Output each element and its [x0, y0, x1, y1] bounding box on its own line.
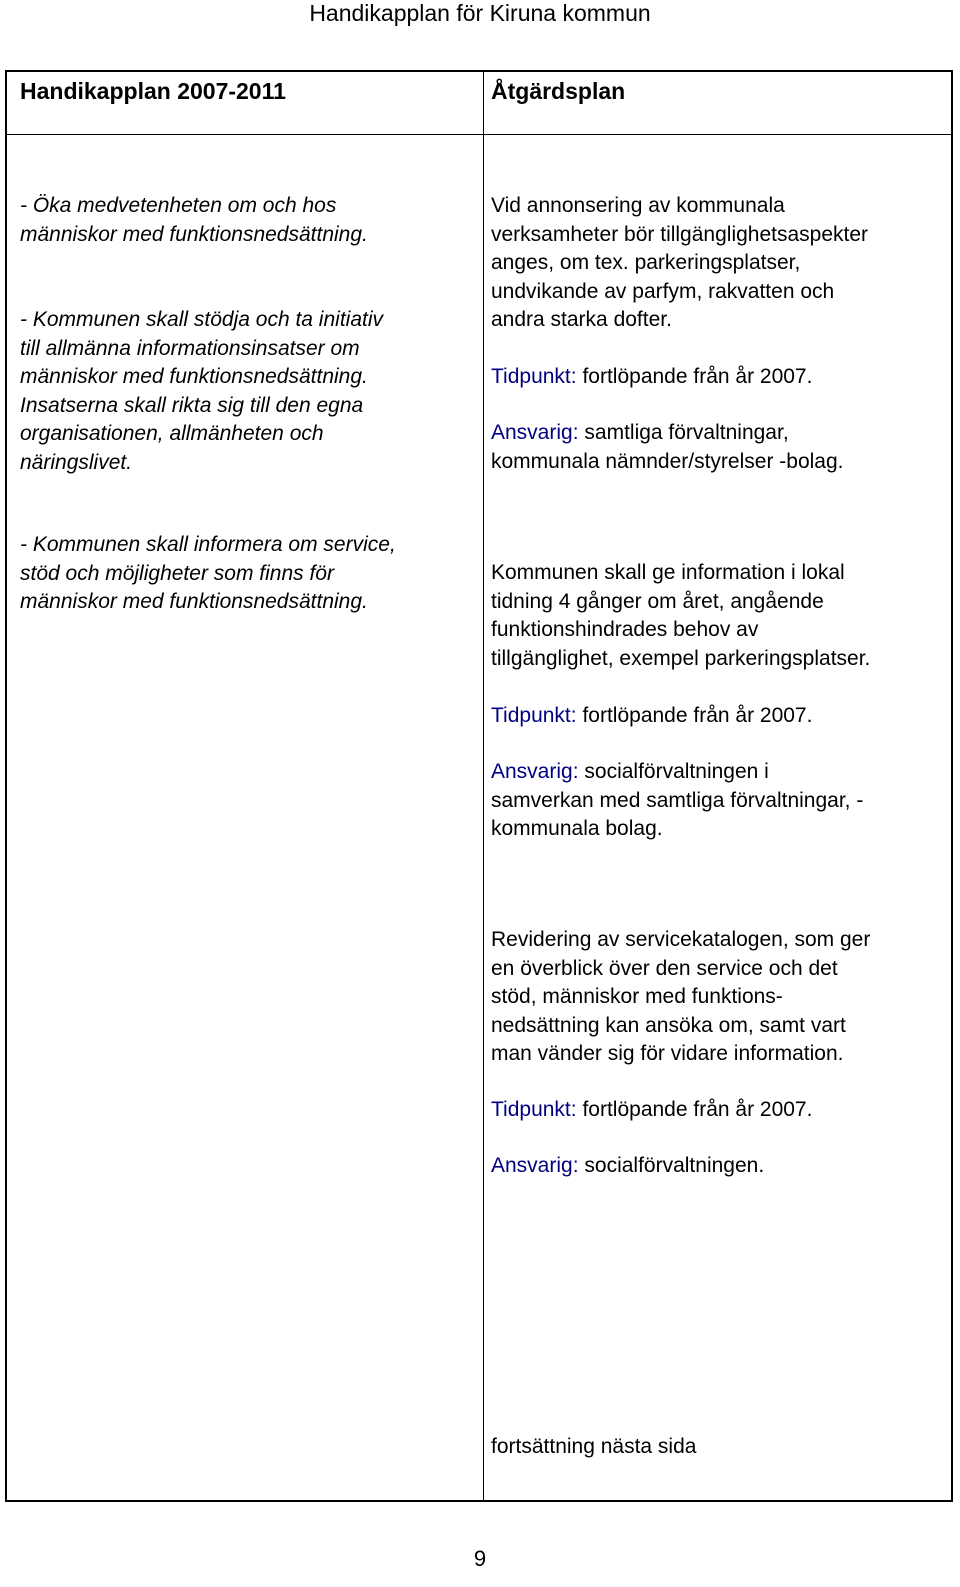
tidpunkt-value: fortlöpande från år 2007.	[582, 1098, 813, 1121]
column-divider	[483, 72, 484, 1500]
ansvarig-label: Ansvarig:	[491, 1154, 579, 1177]
tidpunkt-line	[491, 1096, 812, 1125]
plan-table	[5, 70, 953, 1502]
action-text: Vid annonsering av kommunala verksamheter bör tillgänglighetsaspekter anges, om tex. parkeringsplatser, undvikande av parfym, rakvatten och andra starka dofter.	[491, 194, 869, 331]
tidpunkt-value: fortlöpande från år 2007.	[582, 365, 813, 388]
page-number: 9	[473, 1546, 487, 1571]
tidpunkt-label: Tidpunkt:	[491, 704, 577, 727]
ansvarig-block: Ansvarig: samtliga förvaltningar, kommunala nämnder/styrelser -bolag.	[491, 421, 844, 473]
header-row-divider	[7, 134, 951, 135]
ansvarig-label: Ansvarig:	[491, 421, 579, 444]
action-text: Revidering av servicekatalogen, som ger en överblick över den service och det stöd, människor med funktions- nedsättning kan ansöka om, samt vart man vänder sig för vidare information.	[491, 928, 871, 1065]
ansvarig-block: Ansvarig: socialförvaltningen i samverkan med samtliga förvaltningar, - kommunala bolag.	[491, 760, 864, 840]
goal-text: - Kommunen skall stödja och ta initiativ till allmänna informationsinsatser om människor med funktionsnedsättning. Insatserna skall rikta sig till den egna organisationen, allmänheten och näringslivet.	[20, 308, 383, 474]
tidpunkt-line	[491, 702, 812, 731]
header-goals: Handikapplan 2007-2011	[20, 78, 286, 104]
tidpunkt-value: fortlöpande från år 2007.	[582, 704, 813, 727]
running-header: Handikapplan för Kiruna kommun	[309, 0, 651, 26]
goal-text: - Kommunen skall informera om service, stöd och möjligheter som finns för människor med funktionsnedsättning.	[20, 533, 396, 613]
tidpunkt-label: Tidpunkt:	[491, 1098, 577, 1121]
tidpunkt-line	[491, 363, 812, 392]
goal-text: - Öka medvetenheten om och hos människor med funktionsnedsättning.	[20, 194, 368, 246]
ansvarig-block: Ansvarig: socialförvaltningen.	[491, 1154, 765, 1177]
ansvarig-label: Ansvarig:	[491, 760, 579, 783]
action-text: Kommunen skall ge information i lokal tidning 4 gånger om året, angående funktionshindrades behov av tillgänglighet, exempel parkeringsplatser.	[491, 561, 871, 670]
tidpunkt-label: Tidpunkt:	[491, 365, 577, 388]
header-action-plan: Åtgärdsplan	[491, 78, 626, 104]
continuation-note: fortsättning nästa sida	[491, 1435, 697, 1458]
